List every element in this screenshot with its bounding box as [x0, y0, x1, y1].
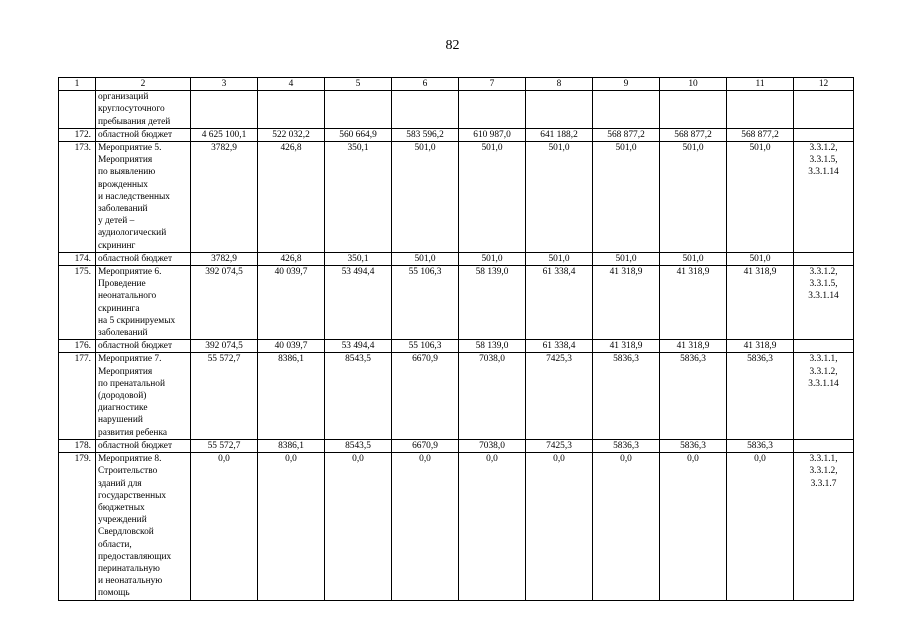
row-name: областной бюджет: [96, 340, 191, 353]
row-value: 641 188,2: [526, 128, 593, 141]
row-value: [258, 91, 325, 129]
row-value: 501,0: [593, 252, 660, 265]
row-value: [392, 91, 459, 129]
header-cell: 10: [660, 78, 727, 91]
row-number: 173.: [59, 142, 96, 253]
row-value: 41 318,9: [593, 340, 660, 353]
row-name: областной бюджет: [96, 252, 191, 265]
row-number: 179.: [59, 453, 96, 600]
row-value: 5836,3: [660, 439, 727, 452]
row-value: 55 106,3: [392, 340, 459, 353]
row-value: 5836,3: [593, 353, 660, 439]
row-value: 40 039,7: [258, 340, 325, 353]
row-name: Мероприятие 7. Мероприятия по пренатальной (дородовой) диагностике нарушений развития ребенка: [96, 353, 191, 439]
row-value: 5836,3: [727, 439, 794, 452]
row-reference: 3.3.1.2, 3.3.1.5, 3.3.1.14: [794, 266, 854, 340]
header-cell: 12: [794, 78, 854, 91]
program-table: [58, 77, 854, 601]
row-number: 175.: [59, 266, 96, 340]
row-value: 501,0: [392, 252, 459, 265]
row-reference: [794, 252, 854, 265]
row-value: 8543,5: [325, 439, 392, 452]
row-value: 41 318,9: [727, 266, 794, 340]
table-row: [59, 142, 854, 253]
row-reference: 3.3.1.1, 3.3.1.2, 3.3.1.7: [794, 453, 854, 600]
header-row: [59, 78, 854, 91]
header-cell: 5: [325, 78, 392, 91]
row-value: 58 139,0: [459, 266, 526, 340]
row-value: 350,1: [325, 142, 392, 253]
row-value: [526, 91, 593, 129]
header-cell: 3: [191, 78, 258, 91]
row-value: 8543,5: [325, 353, 392, 439]
row-value: [459, 91, 526, 129]
row-value: 426,8: [258, 252, 325, 265]
row-reference: [794, 340, 854, 353]
row-value: 5836,3: [660, 353, 727, 439]
row-value: [191, 91, 258, 129]
table-row: [59, 266, 854, 340]
row-value: 0,0: [593, 453, 660, 600]
row-value: [325, 91, 392, 129]
row-value: 0,0: [660, 453, 727, 600]
row-value: 426,8: [258, 142, 325, 253]
row-value: 0,0: [459, 453, 526, 600]
row-name: организаций круглосуточного пребывания детей: [96, 91, 191, 129]
row-name: Мероприятие 6. Проведение неонатального скрининга на 5 скринируемых заболеваний: [96, 266, 191, 340]
row-value: 0,0: [727, 453, 794, 600]
row-value: 3782,9: [191, 142, 258, 253]
row-value: 392 074,5: [191, 340, 258, 353]
row-name: областной бюджет: [96, 439, 191, 452]
row-value: 568 877,2: [660, 128, 727, 141]
header-cell: 7: [459, 78, 526, 91]
row-value: 7038,0: [459, 439, 526, 452]
row-value: 501,0: [727, 142, 794, 253]
row-value: 0,0: [191, 453, 258, 600]
row-value: 61 338,4: [526, 266, 593, 340]
row-value: 501,0: [660, 142, 727, 253]
row-value: 7425,3: [526, 353, 593, 439]
row-value: 350,1: [325, 252, 392, 265]
row-value: 522 032,2: [258, 128, 325, 141]
row-value: 53 494,4: [325, 266, 392, 340]
row-number: 176.: [59, 340, 96, 353]
header-cell: 9: [593, 78, 660, 91]
row-value: 501,0: [526, 252, 593, 265]
row-value: 61 338,4: [526, 340, 593, 353]
header-cell: 8: [526, 78, 593, 91]
header-cell: 1: [59, 78, 96, 91]
row-value: 6670,9: [392, 353, 459, 439]
row-value: 610 987,0: [459, 128, 526, 141]
row-value: 501,0: [459, 142, 526, 253]
row-value: 501,0: [727, 252, 794, 265]
row-value: 41 318,9: [660, 340, 727, 353]
row-value: 501,0: [526, 142, 593, 253]
row-value: 392 074,5: [191, 266, 258, 340]
row-value: 501,0: [392, 142, 459, 253]
row-reference: 3.3.1.1, 3.3.1.2, 3.3.1.14: [794, 353, 854, 439]
row-value: 4 625 100,1: [191, 128, 258, 141]
row-value: 0,0: [325, 453, 392, 600]
header-cell: 11: [727, 78, 794, 91]
row-value: 0,0: [526, 453, 593, 600]
row-value: 53 494,4: [325, 340, 392, 353]
row-value: [727, 91, 794, 129]
row-value: 40 039,7: [258, 266, 325, 340]
row-number: 177.: [59, 353, 96, 439]
header-cell: 6: [392, 78, 459, 91]
page-number: 82: [445, 38, 460, 53]
row-value: 8386,1: [258, 353, 325, 439]
row-value: 55 572,7: [191, 353, 258, 439]
row-name: Мероприятие 8. Строительство зданий для государственных бюджетных учреждений Свердловской области, предоставляющих перинатальную и неонатальную помощь: [96, 453, 191, 600]
row-name: Мероприятие 5. Мероприятия по выявлению врожденных и наследственных заболеваний у детей – аудиологический скрининг: [96, 142, 191, 253]
row-reference: 3.3.1.2, 3.3.1.5, 3.3.1.14: [794, 142, 854, 253]
table-row: [59, 252, 854, 265]
row-value: 583 596,2: [392, 128, 459, 141]
row-value: 568 877,2: [593, 128, 660, 141]
table-row: [59, 340, 854, 353]
header-cell: 4: [258, 78, 325, 91]
row-value: 6670,9: [392, 439, 459, 452]
row-value: 568 877,2: [727, 128, 794, 141]
row-reference: [794, 128, 854, 141]
table-row: [59, 128, 854, 141]
row-value: [660, 91, 727, 129]
row-reference: [794, 91, 854, 129]
row-value: 5836,3: [593, 439, 660, 452]
table-row: [59, 353, 854, 439]
row-value: 55 106,3: [392, 266, 459, 340]
table-row: [59, 453, 854, 600]
row-number: 174.: [59, 252, 96, 265]
row-value: 41 318,9: [727, 340, 794, 353]
row-value: 41 318,9: [593, 266, 660, 340]
row-number: [59, 91, 96, 129]
row-number: 178.: [59, 439, 96, 452]
table-row: [59, 91, 854, 129]
row-value: 0,0: [392, 453, 459, 600]
row-value: 560 664,9: [325, 128, 392, 141]
row-value: 501,0: [459, 252, 526, 265]
row-value: 7038,0: [459, 353, 526, 439]
row-value: 41 318,9: [660, 266, 727, 340]
row-value: 7425,3: [526, 439, 593, 452]
row-value: [593, 91, 660, 129]
row-number: 172.: [59, 128, 96, 141]
row-value: 501,0: [593, 142, 660, 253]
row-value: 55 572,7: [191, 439, 258, 452]
row-value: 501,0: [660, 252, 727, 265]
row-value: 0,0: [258, 453, 325, 600]
row-reference: [794, 439, 854, 452]
table-row: [59, 439, 854, 452]
row-value: 3782,9: [191, 252, 258, 265]
row-name: областной бюджет: [96, 128, 191, 141]
row-value: 58 139,0: [459, 340, 526, 353]
row-value: 8386,1: [258, 439, 325, 452]
row-value: 5836,3: [727, 353, 794, 439]
header-cell: 2: [96, 78, 191, 91]
